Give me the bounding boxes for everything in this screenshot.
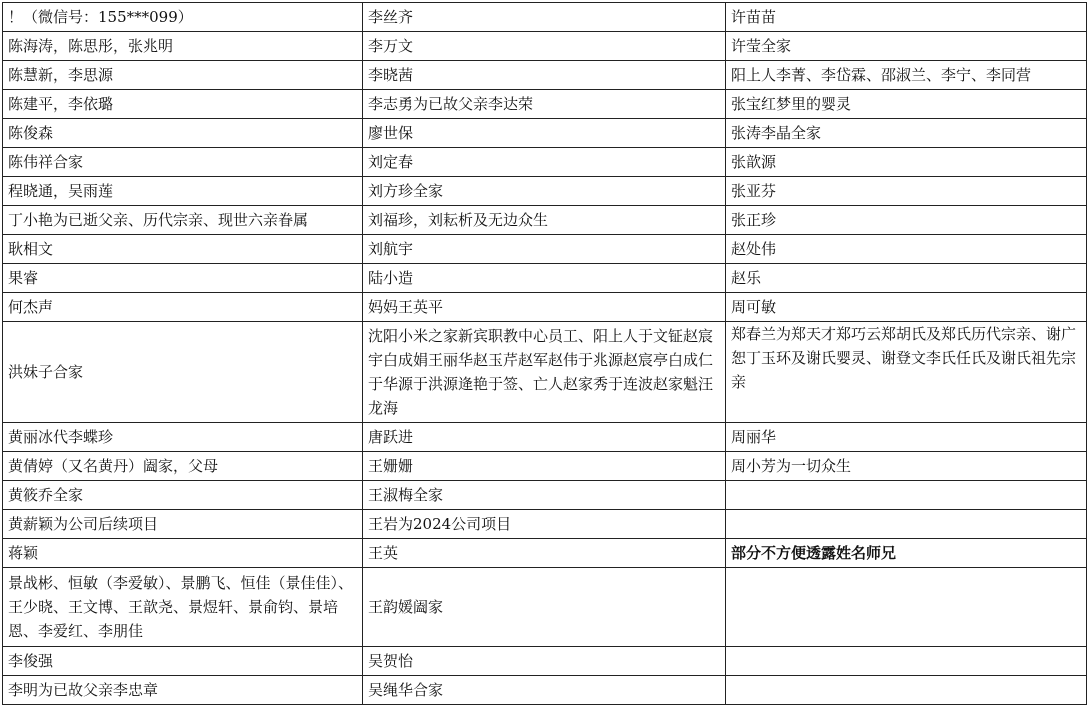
table-row <box>3 423 1087 452</box>
table-cell: 丁小艳为已逝父亲、历代宗亲、现世六亲眷属 <box>3 206 363 235</box>
table-cell: 刘福珍，刘耘析及无边众生 <box>363 206 726 235</box>
table-cell: 陆小造 <box>363 264 726 293</box>
table-row <box>3 293 1087 322</box>
table-cell: 耿相文 <box>3 235 363 264</box>
table-cell: 陈俊森 <box>3 119 363 148</box>
table-cell: 吴绳华合家 <box>363 676 726 705</box>
table-cell: 张宝红梦里的婴灵 <box>726 90 1087 119</box>
table-cell: 陈伟祥合家 <box>3 148 363 177</box>
table-cell: 周可敏 <box>726 293 1087 322</box>
table-row <box>3 206 1087 235</box>
table-cell: 陈慧新，李思源 <box>3 61 363 90</box>
table-cell: 阳上人李菁、李岱霖、邵淑兰、李宁、李同营 <box>726 61 1087 90</box>
table-cell: 刘定春 <box>363 148 726 177</box>
table-cell: 李俊强 <box>3 647 363 676</box>
table-cell: 部分不方便透露姓名师兄 <box>726 539 1087 568</box>
table-cell: 黄薪颖为公司后续项目 <box>3 510 363 539</box>
table-cell <box>726 481 1087 510</box>
table-cell: 李万文 <box>363 32 726 61</box>
table-cell: 赵乐 <box>726 264 1087 293</box>
table-cell: 周小芳为一切众生 <box>726 452 1087 481</box>
table-cell: 沈阳小米之家新宾职教中心员工、阳上人于文钲赵宸宇白成娟王丽华赵玉芹赵军赵伟于兆源赵宸亭白成仁于华源于洪源逄艳于签、亡人赵家秀于连波赵家魁汪龙海 <box>363 322 726 423</box>
table-cell: 王淑梅全家 <box>363 481 726 510</box>
table-cell: 吴贺怡 <box>363 647 726 676</box>
table-row <box>3 647 1087 676</box>
table-cell: 张涛李晶全家 <box>726 119 1087 148</box>
table-row <box>3 3 1087 32</box>
table-cell: 王英 <box>363 539 726 568</box>
table-cell: 黄丽冰代李蝶珍 <box>3 423 363 452</box>
table-cell: 许莹全家 <box>726 32 1087 61</box>
table-cell: 许苗苗 <box>726 3 1087 32</box>
table-row <box>3 32 1087 61</box>
table-cell: 李丝齐 <box>363 3 726 32</box>
table-cell: 廖世保 <box>363 119 726 148</box>
table-cell: 周丽华 <box>726 423 1087 452</box>
table-row <box>3 481 1087 510</box>
table-cell: 陈建平，李依璐 <box>3 90 363 119</box>
table-cell: 张正珍 <box>726 206 1087 235</box>
table-row <box>3 264 1087 293</box>
table-cell: 王韵媛阖家 <box>363 568 726 647</box>
table-cell <box>726 510 1087 539</box>
table-cell: 李志勇为已故父亲李达荣 <box>363 90 726 119</box>
table-row <box>3 90 1087 119</box>
table-row <box>3 148 1087 177</box>
table-cell: 刘方珍全家 <box>363 177 726 206</box>
table-cell: 何杰声 <box>3 293 363 322</box>
table-row <box>3 322 1087 423</box>
table-row <box>3 568 1087 647</box>
table-cell: 程晓通，吴雨莲 <box>3 177 363 206</box>
table-row <box>3 119 1087 148</box>
table-cell: 果睿 <box>3 264 363 293</box>
table-row <box>3 676 1087 705</box>
table-cell: 王岩为2024公司项目 <box>363 510 726 539</box>
table-cell: 李晓茜 <box>363 61 726 90</box>
table-cell: 黄倩婷（又名黄丹）阖家，父母 <box>3 452 363 481</box>
names-table <box>2 2 1087 705</box>
table-cell: 蒋颖 <box>3 539 363 568</box>
table-cell: 黄筱乔全家 <box>3 481 363 510</box>
table-cell: 陈海涛，陈思彤，张兆明 <box>3 32 363 61</box>
table-cell: 洪妹子合家 <box>3 322 363 423</box>
table-cell: 李明为已故父亲李忠章 <box>3 676 363 705</box>
table-row <box>3 510 1087 539</box>
table-cell: 张亚芬 <box>726 177 1087 206</box>
table-cell: ！（微信号：155***099） <box>3 3 363 32</box>
table-row <box>3 539 1087 568</box>
table-cell <box>726 568 1087 647</box>
table-cell: 赵处伟 <box>726 235 1087 264</box>
table-cell: 妈妈王英平 <box>363 293 726 322</box>
table-cell <box>726 676 1087 705</box>
table-cell: 唐跃进 <box>363 423 726 452</box>
table-cell: 刘航宇 <box>363 235 726 264</box>
table-row <box>3 61 1087 90</box>
table-row <box>3 177 1087 206</box>
table-row <box>3 452 1087 481</box>
table-cell: 张歆源 <box>726 148 1087 177</box>
table-cell: 王姗姗 <box>363 452 726 481</box>
table-row <box>3 235 1087 264</box>
table-cell: 景战彬、恒敏（李爱敏）、景鹏飞、恒佳（景佳佳）、王少晓、王文博、王歆尧、景煜轩、景俞钧、景培恩、李爱红、李朋佳 <box>3 568 363 647</box>
table-cell <box>726 647 1087 676</box>
table-cell: 郑春兰为郑天才郑巧云郑胡氏及郑氏历代宗亲、谢广恕丁玉环及谢氏婴灵、谢登文李氏任氏及谢氏祖先宗亲 <box>726 322 1087 423</box>
